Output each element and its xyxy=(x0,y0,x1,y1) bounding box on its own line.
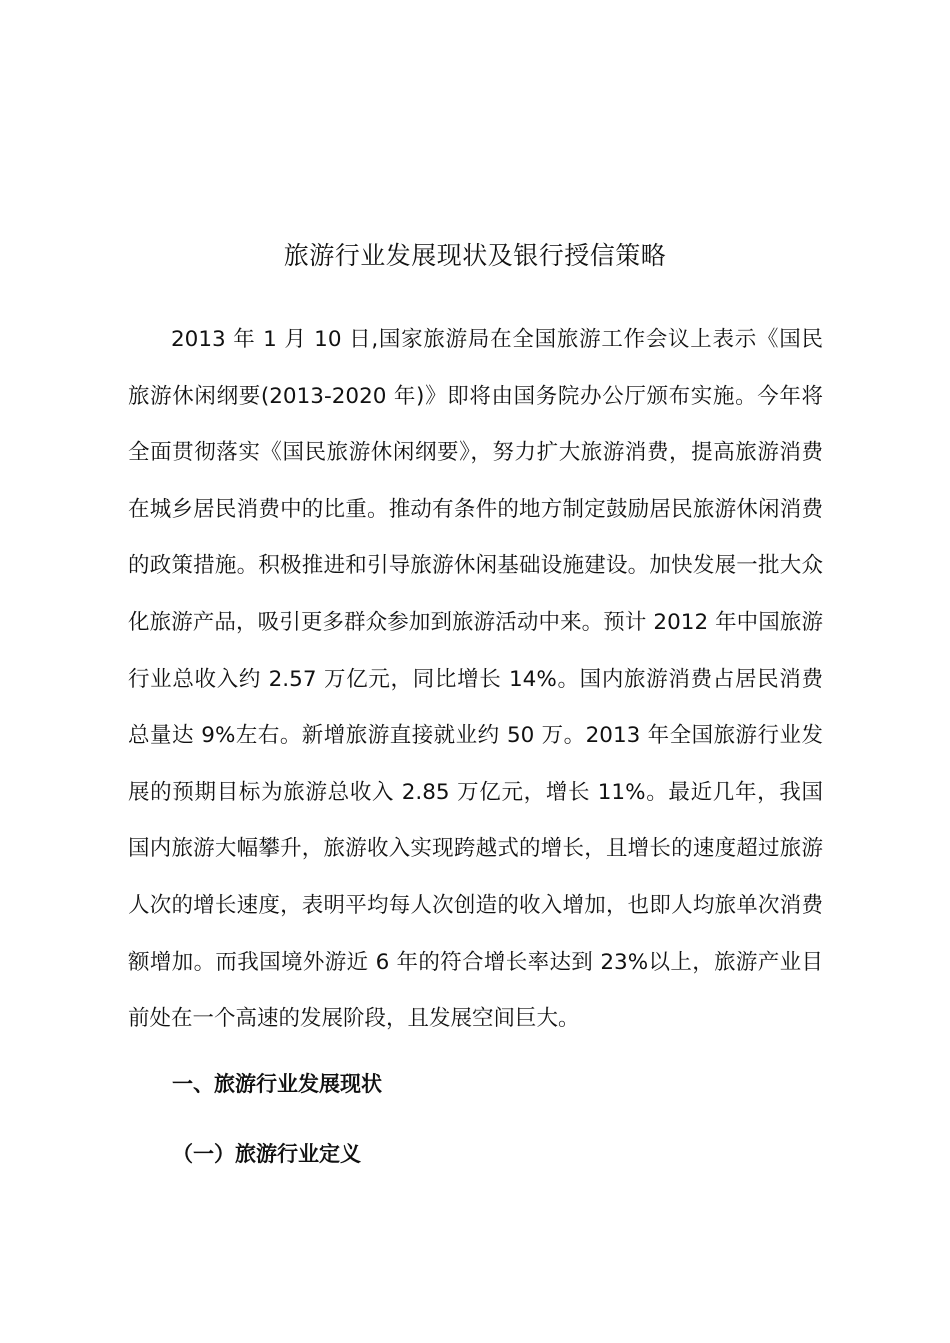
document-title: 旅游行业发展现状及银行授信策略 xyxy=(283,241,667,270)
subsection-heading: （一）旅游行业定义 xyxy=(172,1142,361,1166)
section-heading: 一、旅游行业发展现状 xyxy=(172,1072,382,1096)
intro-paragraph: 2013 年 1 月 10 日,国家旅游局在全国旅游工作会议上表示《国民旅游休闲纲要(2013-2020 年)》即将由国务院办公厅颁布实施。今年将全面贯彻落实《国民旅游休闲纲要》，努力扩大旅游消费，提高旅游消费在城乡居民消费中的比重。推动有条件的地方制定鼓励居民旅游休闲消费的政策措施。积极推进和引导旅游休闲基础设施建设。加快发展一批大众化旅游产品，吸引更多群众参加到旅游活动中来。预计 2012 年中国旅游行业总收入约 2.57 万亿元，同比增长 14%。国内旅游消费占居民消费总量达 9%左右。新增旅游直接就业约 50 万。2013 年全国旅游行业发展的预期目标为旅游总收入 2.85 万亿元，增长 11%。最近几年，我国国内旅游大幅攀升，旅游收入实现跨越式的增长，且增长的速度超过旅游人次的增长速度，表明平均每人次创造的收入增加，也即人均旅单次消费额增加。而我国境外游近 6 年的符合增长率达到 23%以上，旅游产业目前处在一个高速的发展阶段，且发展空间巨大。 xyxy=(128,327,823,1032)
